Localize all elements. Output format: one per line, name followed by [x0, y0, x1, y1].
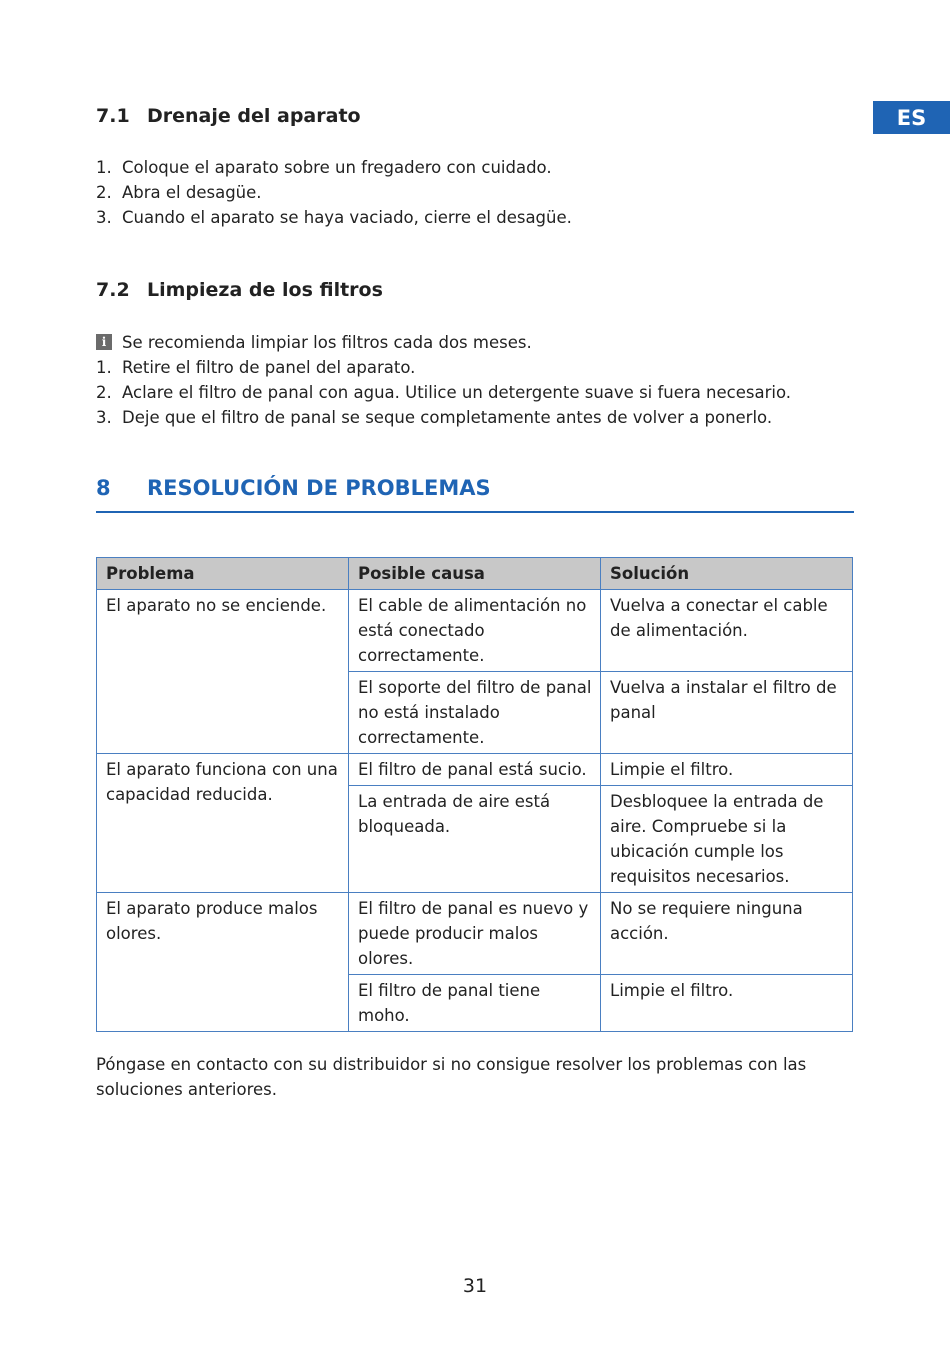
solution-cell: Desbloquee la entrada de aire. Compruebe si la ubicación cumple los requisitos necesarios. [601, 786, 853, 893]
header-solution: Solución [601, 558, 853, 590]
list-item [96, 205, 572, 230]
solution-cell: Vuelva a instalar el filtro de panal [601, 672, 853, 754]
contact-note: Póngase en contacto con su distribuidor si no consigue resolver los problemas con las soluciones anteriores. [96, 1055, 807, 1099]
troubleshooting-table [96, 557, 853, 1032]
info-icon: i [96, 334, 112, 350]
cause-cell: El filtro de panal tiene moho. [349, 975, 601, 1032]
step-number: 2. [96, 183, 112, 202]
step-text: Cuando el aparato se haya vaciado, cierre el desagüe. [122, 208, 572, 227]
chapter-number: 8 [96, 476, 111, 500]
step-text: Coloque el aparato sobre un fregadero con cuidado. [122, 158, 552, 177]
header-problem: Problema [97, 558, 349, 590]
table-row [97, 590, 853, 672]
table-row [97, 754, 853, 786]
solution-cell: No se requiere ninguna acción. [601, 893, 853, 975]
list-item [96, 355, 791, 380]
info-item [96, 330, 791, 355]
problem-cell: El aparato funciona con una capacidad reducida. [97, 754, 349, 893]
page-number: 31 [462, 1275, 488, 1297]
solution-cell: Limpie el filtro. [601, 975, 853, 1032]
info-text: Se recomienda limpiar los filtros cada dos meses. [122, 333, 532, 352]
list-item [96, 155, 572, 180]
solution-cell: Vuelva a conectar el cable de alimentación. [601, 590, 853, 672]
step-number: 2. [96, 383, 112, 402]
problem-cell: El aparato no se enciende. [97, 590, 349, 754]
cause-cell: El filtro de panal está sucio. [349, 754, 601, 786]
table-header-row [97, 558, 853, 590]
filter-cleaning-list [96, 330, 791, 430]
cause-cell: El soporte del filtro de panal no está instalado correctamente. [349, 672, 601, 754]
section-title: Drenaje del aparato [147, 105, 361, 127]
problem-cell: El aparato produce malos olores. [97, 893, 349, 1032]
header-cause: Posible causa [349, 558, 601, 590]
section-heading-7-1 [96, 105, 361, 127]
language-tab: ES [873, 101, 950, 134]
section-title: Limpieza de los filtros [147, 279, 383, 301]
list-item [96, 380, 791, 405]
cause-cell: La entrada de aire está bloqueada. [349, 786, 601, 893]
list-item [96, 405, 791, 430]
cause-cell: El cable de alimentación no está conectado correctamente. [349, 590, 601, 672]
section-number: 7.2 [96, 279, 130, 301]
table-row [97, 893, 853, 975]
drain-steps-list [96, 155, 572, 230]
section-heading-7-2 [96, 279, 383, 301]
step-number: 3. [96, 208, 112, 227]
solution-cell: Limpie el filtro. [601, 754, 853, 786]
step-text: Abra el desagüe. [122, 183, 262, 202]
step-text: Aclare el filtro de panal con agua. Utilice un detergente suave si fuera necesario. [122, 383, 792, 402]
step-text: Retire el filtro de panel del aparato. [122, 358, 416, 377]
step-text: Deje que el filtro de panal se seque completamente antes de volver a ponerlo. [122, 408, 773, 427]
section-number: 7.1 [96, 105, 130, 127]
cause-cell: El filtro de panal es nuevo y puede producir malos olores. [349, 893, 601, 975]
list-item [96, 180, 572, 205]
chapter-title: RESOLUCIÓN DE PROBLEMAS [147, 476, 491, 500]
chapter-heading-8 [96, 476, 854, 513]
step-number: 1. [96, 358, 112, 377]
step-number: 1. [96, 158, 112, 177]
step-number: 3. [96, 408, 112, 427]
